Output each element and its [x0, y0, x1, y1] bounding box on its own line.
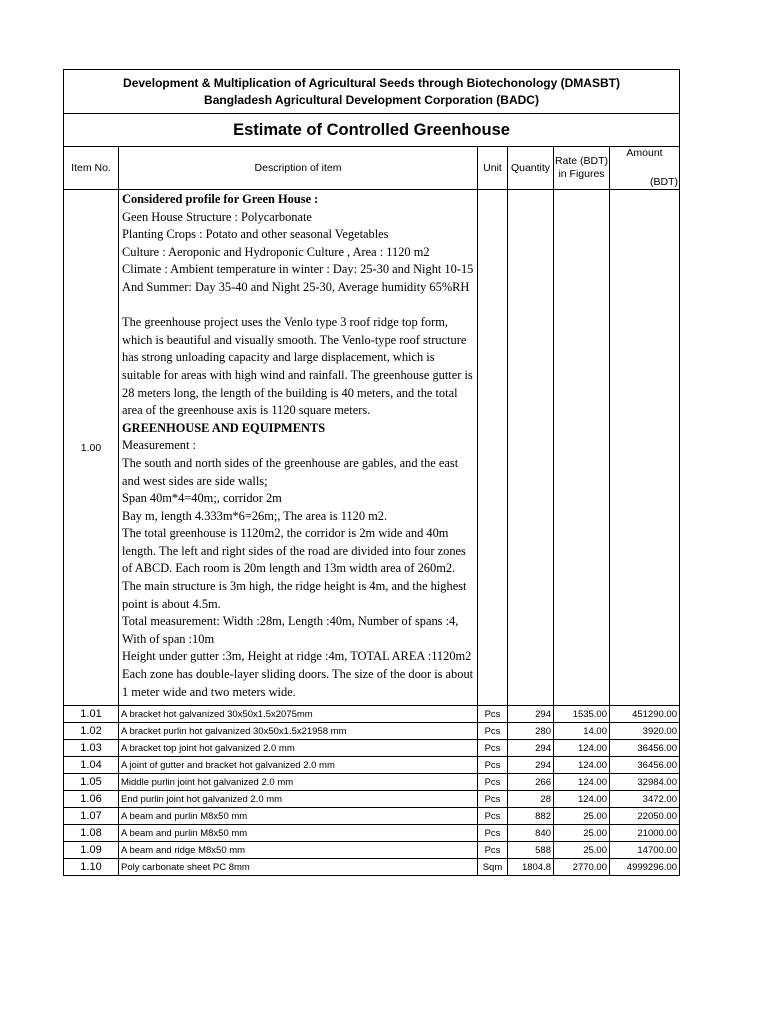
- table-row: [64, 859, 680, 876]
- main-item-number: 1.00: [64, 190, 119, 706]
- main-item-row: [64, 190, 680, 706]
- table-row: [64, 791, 680, 808]
- row-quantity: 280: [508, 723, 554, 740]
- row-amount: 451290.00: [610, 706, 680, 723]
- row-unit: Pcs: [478, 757, 508, 774]
- row-item-number: 1.09: [64, 842, 119, 859]
- row-quantity: 28: [508, 791, 554, 808]
- table-row: [64, 825, 680, 842]
- row-description: A beam and purlin M8x50 mm: [119, 825, 478, 842]
- row-quantity: 266: [508, 774, 554, 791]
- page-title: Estimate of Controlled Greenhouse: [64, 114, 680, 147]
- main-item-amount: [610, 190, 680, 706]
- row-unit: Pcs: [478, 825, 508, 842]
- row-unit: Pcs: [478, 706, 508, 723]
- row-amount: 3472.00: [610, 791, 680, 808]
- col-quantity: Quantity: [508, 147, 554, 190]
- col-rate-line1: Rate (BDT): [554, 155, 609, 167]
- row-rate: 25.00: [554, 842, 610, 859]
- row-description: A bracket top joint hot galvanized 2.0 mm: [119, 740, 478, 757]
- row-quantity: 1804.8: [508, 859, 554, 876]
- col-rate: [554, 147, 610, 190]
- main-item-unit: [478, 190, 508, 706]
- main-item-quantity: [508, 190, 554, 706]
- row-amount: 36456.00: [610, 757, 680, 774]
- row-item-number: 1.03: [64, 740, 119, 757]
- estimate-sheet: [63, 69, 679, 876]
- row-description: A bracket hot galvanized 30x50x1.5x2075mm: [119, 706, 478, 723]
- table-row: [64, 774, 680, 791]
- venlo-paragraph: The greenhouse project uses the Venlo type 3 roof ridge top form, which is beautiful and visually smooth. The Venlo-type roof structure has strong unloading capacity and large displacement, which is suitable for areas with high wind and rainfall. The greenhouse gutter is 28 meters long, the length of the building is 40 meters, and the total area of the greenhouse axis is 1120 square meters.: [122, 315, 473, 418]
- table-row: [64, 723, 680, 740]
- main-item-rate: [554, 190, 610, 706]
- row-quantity: 840: [508, 825, 554, 842]
- equip-line: Height under gutter :3m, Height at ridge :4m, TOTAL AREA :1120m2: [122, 649, 472, 664]
- profile-line: Climate : Ambient temperature in winter : Day: 25-30 and Night 10-15 And Summer: Day 35-40 and Night 25-30, Average humidity 65%RH: [122, 262, 474, 294]
- equip-line: The total greenhouse is 1120m2, the corridor is 2m wide and 40m length. The left and right sides of the road are divided into four zones of ABCD. Each room is 20m length and 13m width area of 260m2.: [122, 526, 466, 576]
- table-row: [64, 757, 680, 774]
- row-description: A joint of gutter and bracket hot galvanized 2.0 mm: [119, 757, 478, 774]
- row-rate: 14.00: [554, 723, 610, 740]
- row-unit: Pcs: [478, 723, 508, 740]
- row-item-number: 1.10: [64, 859, 119, 876]
- row-amount: 3920.00: [610, 723, 680, 740]
- estimate-table: [63, 69, 680, 876]
- row-rate: 2770.00: [554, 859, 610, 876]
- table-row: [64, 808, 680, 825]
- profile-line: Culture : Aeroponic and Hydroponic Culture , Area : 1120 m2: [122, 244, 430, 259]
- paragraph-gap: [122, 297, 476, 315]
- row-item-number: 1.01: [64, 706, 119, 723]
- table-row: [64, 740, 680, 757]
- col-amount: [610, 147, 680, 190]
- table-row: [64, 706, 680, 723]
- row-quantity: 294: [508, 706, 554, 723]
- equip-line: Span 40m*4=40m;, corridor 2m: [122, 491, 282, 506]
- col-rate-line2: in Figures: [558, 168, 605, 180]
- row-item-number: 1.07: [64, 808, 119, 825]
- row-unit: Pcs: [478, 774, 508, 791]
- main-item-description: [119, 190, 478, 706]
- row-item-number: 1.02: [64, 723, 119, 740]
- row-rate: 25.00: [554, 808, 610, 825]
- col-description: Description of item: [119, 147, 478, 190]
- profile-line: Geen House Structure : Polycarbonate: [122, 209, 312, 224]
- row-rate: 124.00: [554, 740, 610, 757]
- equip-line: Total measurement: Width :28m, Length :40m, Number of spans :4, With of span :10m: [122, 614, 459, 646]
- org-name-line: Development & Multiplication of Agricultural Seeds through Biotechonology (DMASBT): [123, 75, 620, 90]
- row-amount: 22050.00: [610, 808, 680, 825]
- row-amount: 32984.00: [610, 774, 680, 791]
- row-rate: 25.00: [554, 825, 610, 842]
- col-amount-line2: (BDT): [650, 176, 678, 188]
- title-row: [64, 114, 680, 147]
- org-header: [64, 70, 680, 114]
- row-item-number: 1.08: [64, 825, 119, 842]
- row-rate: 124.00: [554, 774, 610, 791]
- equip-line: The main structure is 3m high, the ridge height is 4m, and the highest point is about 4.5m.: [122, 579, 467, 611]
- equip-line: Each zone has double-layer sliding doors. The size of the door is about 1 meter wide and two meters wide.: [122, 667, 474, 699]
- col-unit: Unit: [478, 147, 508, 190]
- row-unit: Pcs: [478, 808, 508, 825]
- equip-line: Bay m, length 4.333m*6=26m;, The area is 1120 m2.: [122, 508, 388, 523]
- row-amount: 21000.00: [610, 825, 680, 842]
- row-quantity: 294: [508, 740, 554, 757]
- org-header-row: [64, 70, 680, 114]
- row-description: A bracket purlin hot galvanized 30x50x1.5x21958 mm: [119, 723, 478, 740]
- row-rate: 1535.00: [554, 706, 610, 723]
- profile-heading: Considered profile for Green House :: [122, 192, 319, 206]
- column-header-row: [64, 147, 680, 190]
- row-quantity: 294: [508, 757, 554, 774]
- col-item-no: Item No.: [64, 147, 119, 190]
- row-description: Poly carbonate sheet PC 8mm: [119, 859, 478, 876]
- profile-line: Planting Crops : Potato and other seasonal Vegetables: [122, 227, 389, 242]
- row-rate: 124.00: [554, 791, 610, 808]
- equipments-heading: GREENHOUSE AND EQUIPMENTS: [122, 420, 326, 435]
- row-description: Middle purlin joint hot galvanized 2.0 mm: [119, 774, 478, 791]
- equip-line: Measurement :: [122, 438, 196, 453]
- row-description: A beam and ridge M8x50 mm: [119, 842, 478, 859]
- row-item-number: 1.05: [64, 774, 119, 791]
- equip-line: The south and north sides of the greenhouse are gables, and the east and west sides are side walls;: [122, 455, 459, 488]
- row-unit: Pcs: [478, 791, 508, 808]
- row-amount: 14700.00: [610, 842, 680, 859]
- row-item-number: 1.04: [64, 757, 119, 774]
- row-amount: 36456.00: [610, 740, 680, 757]
- row-unit: Pcs: [478, 740, 508, 757]
- row-amount: 4999296.00: [610, 859, 680, 876]
- col-amount-line1: Amount: [626, 147, 663, 159]
- table-row: [64, 842, 680, 859]
- row-unit: Sqm: [478, 859, 508, 876]
- corp-name-line: Bangladesh Agricultural Development Corporation (BADC): [204, 92, 539, 107]
- row-quantity: 588: [508, 842, 554, 859]
- row-quantity: 882: [508, 808, 554, 825]
- row-description: A beam and purlin M8x50 mm: [119, 808, 478, 825]
- row-item-number: 1.06: [64, 791, 119, 808]
- row-description: End purlin joint hot galvanized 2.0 mm: [119, 791, 478, 808]
- row-rate: 124.00: [554, 757, 610, 774]
- row-unit: Pcs: [478, 842, 508, 859]
